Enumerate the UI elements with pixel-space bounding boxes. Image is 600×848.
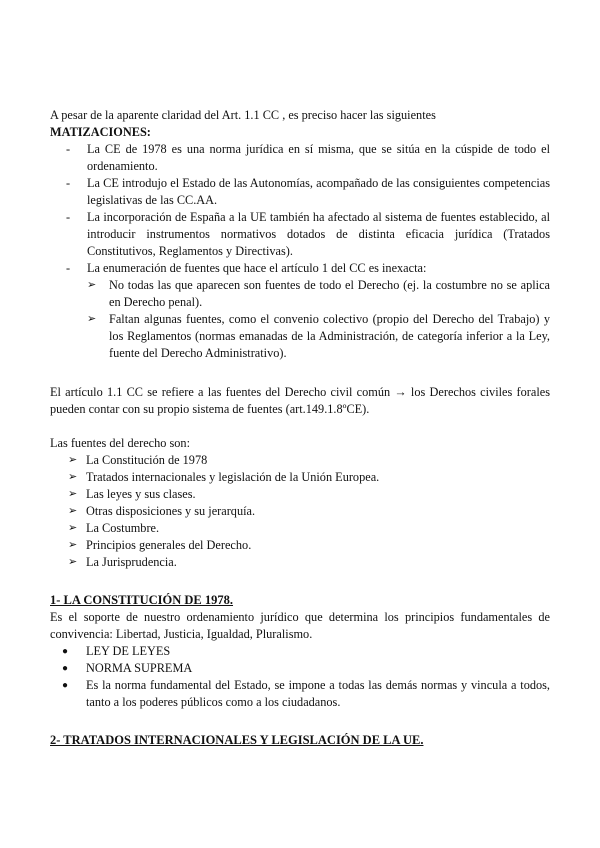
dash-marker: - bbox=[66, 176, 71, 190]
list-item-text: Otras disposiciones y su jerarquía. bbox=[86, 504, 256, 518]
arrow-bullet-icon: ➢ bbox=[68, 454, 78, 466]
list-item-text: Es la norma fundamental del Estado, se impone a todas las demás normas y vincula a todos, tanto a los poderes públicos como a los ciudadanos. bbox=[86, 678, 550, 709]
list-item-text: LEY DE LEYES bbox=[86, 644, 171, 658]
bullet-dot-icon: ● bbox=[62, 646, 69, 657]
list-item bbox=[68, 554, 548, 571]
constitucion-bullets bbox=[50, 643, 550, 711]
fuentes-list bbox=[68, 452, 548, 571]
list-item bbox=[50, 660, 550, 677]
intro-text: A pesar de la aparente claridad del Art. 1.1 CC , es preciso hacer las siguientes bbox=[50, 108, 436, 122]
intro-paragraph bbox=[50, 107, 550, 141]
list-item-text: NORMA SUPREMA bbox=[86, 661, 193, 675]
sublist-item bbox=[87, 311, 550, 362]
bullet-dot-icon: ● bbox=[62, 680, 69, 691]
list-item bbox=[68, 486, 548, 503]
section-1-heading: 1- LA CONSTITUCIÓN DE 1978. bbox=[50, 593, 234, 607]
list-item-text: La CE de 1978 es una norma jurídica en sí misma, que se sitúa en la cúspide de todo el ordenamiento. bbox=[87, 142, 550, 173]
list-item bbox=[68, 452, 548, 469]
arrow-bullet-icon: ➢ bbox=[68, 522, 78, 534]
list-item-text: La incorporación de España a la UE también ha afectado al sistema de fuentes establecido, al introducir instrumentos normativos dotados de distinta eficacia jurídica (Tratados Constitutivos, Reglamentos y Directivas). bbox=[87, 210, 550, 258]
list-item-text: Tratados internacionales y legislación de la Unión Europea. bbox=[86, 470, 380, 484]
bullet-dot-icon: ● bbox=[62, 663, 69, 674]
arrow-bullet-icon: ➢ bbox=[87, 313, 97, 325]
articulo-paragraph: El artículo 1.1 CC se refiere a las fuentes del Derecho civil común → los Derechos civiles forales pueden contar con su propio sistema de fuentes (art.149.1.8ºCE). bbox=[50, 385, 550, 416]
list-item-text: La enumeración de fuentes que hace el artículo 1 del CC es inexacta: bbox=[87, 261, 427, 275]
matizaciones-list bbox=[50, 141, 550, 362]
list-item bbox=[50, 643, 550, 660]
list-item bbox=[68, 469, 548, 486]
arrow-bullet-icon: ➢ bbox=[68, 505, 78, 517]
list-item-text: La CE introdujo el Estado de las Autonomías, acompañado de las consiguientes competencias legislativas de las CC.AA. bbox=[87, 176, 550, 207]
list-item-text: La Constitución de 1978 bbox=[86, 453, 208, 467]
list-item bbox=[50, 209, 550, 260]
fuentes-intro: Las fuentes del derecho son: bbox=[50, 436, 190, 450]
arrow-bullet-icon: ➢ bbox=[68, 556, 78, 568]
sublist-item-text: No todas las que aparecen son fuentes de todo el Derecho (ej. la costumbre no se aplica en Derecho penal). bbox=[109, 278, 550, 309]
arrow-bullet-icon: ➢ bbox=[68, 488, 78, 500]
list-item-text: Principios generales del Derecho. bbox=[86, 538, 252, 552]
dash-marker: - bbox=[66, 261, 71, 275]
sublist-item-text: Faltan algunas fuentes, como el convenio colectivo (propio del Derecho del Trabajo) y los Reglamentos (normas emanadas de la Administración, de categoría inferior a la Ley, fuente del Derecho Administrativo). bbox=[109, 312, 550, 360]
dash-marker: - bbox=[66, 142, 71, 156]
list-item bbox=[50, 141, 550, 175]
inexacta-sublist bbox=[87, 277, 550, 362]
list-item bbox=[68, 503, 548, 520]
sublist-item bbox=[87, 277, 550, 311]
list-item bbox=[50, 260, 550, 362]
arrow-bullet-icon: ➢ bbox=[68, 539, 78, 551]
section-1-paragraph: Es el soporte de nuestro ordenamiento jurídico que determina los principios fundamentales de convivencia: Libertad, Justicia, Igualdad, Pluralismo. bbox=[50, 610, 550, 641]
arrow-bullet-icon: ➢ bbox=[68, 471, 78, 483]
list-item bbox=[68, 537, 548, 554]
arrow-bullet-icon: ➢ bbox=[87, 279, 97, 291]
list-item-text: Las leyes y sus clases. bbox=[86, 487, 196, 501]
section-2-heading: 2- TRATADOS INTERNACIONALES Y LEGISLACIÓN DE LA UE. bbox=[50, 733, 424, 747]
list-item bbox=[68, 520, 548, 537]
matizaciones-label: MATIZACIONES: bbox=[50, 125, 151, 139]
dash-marker: - bbox=[66, 210, 71, 224]
list-item-text: La Costumbre. bbox=[86, 521, 160, 535]
list-item-text: La Jurisprudencia. bbox=[86, 555, 177, 569]
list-item bbox=[50, 677, 550, 711]
list-item bbox=[50, 175, 550, 209]
